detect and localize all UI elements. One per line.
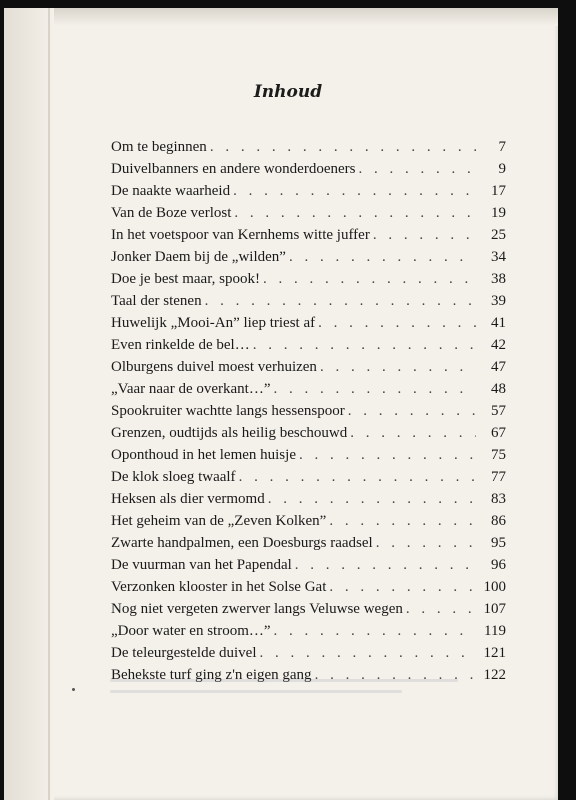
dot-leader: [289, 249, 476, 266]
toc-entry-title: Nog niet vergeten zwerver langs Veluwse wegen: [111, 601, 403, 617]
toc-entry-page-number: 47: [491, 359, 506, 375]
toc-entry-page-number: 42: [491, 337, 506, 353]
toc-entry-title: Oponthoud in het lemen huisje: [111, 447, 296, 463]
toc-entry-page-number: 34: [491, 249, 506, 265]
toc-entry: [111, 161, 506, 183]
toc-entry: [111, 403, 506, 425]
toc-entry: [111, 601, 506, 623]
dot-leader: [260, 645, 476, 662]
toc-entry-title: Grenzen, oudtijds als heilig beschouwd: [111, 425, 348, 441]
dot-leader: [348, 403, 476, 420]
toc-entry: [111, 315, 506, 337]
toc-entry: [111, 469, 506, 491]
dot-leader: [253, 337, 476, 354]
toc-entry-page-number: 19: [491, 205, 506, 221]
toc-entry-page-number: 75: [491, 447, 506, 463]
dot-leader: [299, 447, 476, 464]
dot-leader: [210, 139, 476, 156]
toc-entry: [111, 337, 506, 359]
toc-entry-title: Duivelbanners en andere wonderdoeners: [111, 161, 356, 177]
toc-entry-title: Doe je best maar, spook!: [111, 271, 260, 287]
toc-entry-title: Heksen als dier vermomd: [111, 491, 265, 507]
toc-entry-title: In het voetspoor van Kernhems witte juffer: [111, 227, 370, 243]
toc-entry-page-number: 38: [491, 271, 506, 287]
dot-leader: [239, 469, 476, 486]
toc-entry-page-number: 121: [483, 645, 506, 661]
toc-entry: [111, 535, 506, 557]
toc-entry: [111, 249, 506, 271]
toc-entry: [111, 491, 506, 513]
toc-entry: [111, 359, 506, 381]
toc-entry-title: Even rinkelde de bel…: [111, 337, 250, 353]
dot-leader: [234, 205, 476, 222]
table-of-contents: [111, 139, 506, 689]
toc-entry-title: Om te beginnen: [111, 139, 207, 155]
toc-entry-page-number: 77: [491, 469, 506, 485]
toc-entry-page-number: 25: [491, 227, 506, 243]
toc-entry-page-number: 122: [483, 667, 506, 683]
toc-entry: [111, 557, 506, 579]
dot-leader: [295, 557, 476, 574]
toc-entry-page-number: 86: [491, 513, 506, 529]
toc-entry-title: Jonker Daem bij de „wilden”: [111, 249, 286, 265]
dot-leader: [320, 359, 476, 376]
dot-leader: [263, 271, 476, 288]
toc-entry-title: Verzonken klooster in het Solse Gat: [111, 579, 327, 595]
toc-entry: [111, 425, 506, 447]
toc-entry-page-number: 17: [491, 183, 506, 199]
toc-entry-title: „Door water en stroom…”: [111, 623, 271, 639]
dot-leader: [376, 535, 476, 552]
bleed-through-text: [110, 679, 505, 703]
toc-entry: [111, 293, 506, 315]
toc-entry: [111, 205, 506, 227]
page-gutter: [4, 8, 54, 800]
toc-entry-page-number: 9: [498, 161, 506, 177]
toc-entry-title: Taal der stenen: [111, 293, 202, 309]
toc-entry-page-number: 107: [483, 601, 506, 617]
toc-entry-title: Van de Boze verlost: [111, 205, 232, 221]
toc-entry-page-number: 95: [491, 535, 506, 551]
dot-leader: [358, 161, 476, 178]
toc-entry: [111, 623, 506, 645]
toc-entry: [111, 513, 506, 535]
dot-leader: [268, 491, 476, 508]
toc-entry-title: „Vaar naar de overkant…”: [111, 381, 271, 397]
toc-entry-title: Behekste turf ging z'n eigen gang: [111, 667, 312, 683]
toc-entry-page-number: 100: [483, 579, 506, 595]
toc-entry: [111, 183, 506, 205]
toc-entry-title: De naakte waarheid: [111, 183, 231, 199]
dot-leader: [373, 227, 476, 244]
toc-entry: [111, 227, 506, 249]
dot-leader: [318, 315, 476, 332]
dot-leader: [329, 579, 476, 596]
toc-entry-title: De vuurman van het Papendal: [111, 557, 292, 573]
toc-entry-title: De teleurgestelde duivel: [111, 645, 257, 661]
dot-leader: [274, 381, 477, 398]
toc-entry-title: De klok sloeg twaalf: [111, 469, 236, 485]
toc-entry-page-number: 67: [491, 425, 506, 441]
toc-entry-title: Zwarte handpalmen, een Doesburgs raadsel: [111, 535, 373, 551]
toc-entry-page-number: 39: [491, 293, 506, 309]
toc-entry-title: Het geheim van de „Zeven Kolken”: [111, 513, 327, 529]
toc-entry-page-number: 83: [491, 491, 506, 507]
dot-leader: [233, 183, 476, 200]
page-top-edge: [4, 8, 558, 26]
toc-entry-page-number: 57: [491, 403, 506, 419]
toc-entry-page-number: 96: [491, 557, 506, 573]
toc-entry-title: Spookruiter wachtte langs hessenspoor: [111, 403, 345, 419]
page-title: Inhoud: [253, 82, 323, 102]
dot-leader: [329, 513, 476, 530]
gutter-fold-line: [48, 8, 50, 800]
toc-entry-page-number: 7: [498, 139, 506, 155]
toc-entry-page-number: 119: [484, 623, 506, 639]
dot-leader: [406, 601, 476, 618]
toc-entry-title: Olburgens duivel moest verhuizen: [111, 359, 317, 375]
toc-entry: [111, 271, 506, 293]
dot-leader: [274, 623, 476, 640]
toc-entry-title: Huwelijk „Mooi-An” liep triest af: [111, 315, 316, 331]
paper-speck: [72, 688, 75, 691]
toc-entry-page-number: 41: [491, 315, 506, 331]
toc-entry-page-number: 48: [491, 381, 506, 397]
dot-leader: [205, 293, 476, 310]
toc-entry: [111, 139, 506, 161]
toc-entry: [111, 381, 506, 403]
toc-entry: [111, 447, 506, 469]
toc-entry: [111, 645, 506, 667]
dot-leader: [350, 425, 476, 442]
toc-entry: [111, 579, 506, 601]
